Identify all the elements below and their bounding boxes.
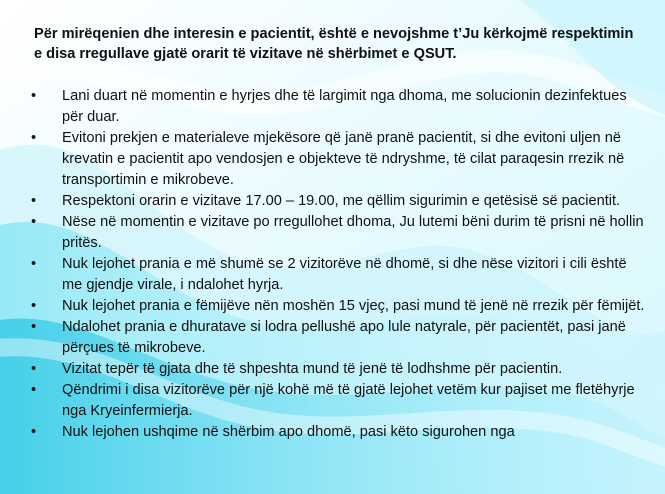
bullet-icon: • <box>31 255 37 272</box>
rules-list <box>28 86 648 443</box>
rule-item <box>28 380 648 422</box>
rule-text: Respektoni orarin e vizitave 17.00 – 19.00, me qëllim sigurimin e qetësisë së pacientit. <box>62 192 621 209</box>
rule-text: Qëndrimi i disa vizitorëve për një kohë më të gjatë lejohet vetëm kur pajiset me fletëhyrje nga Kryeinfermierja. <box>62 382 635 420</box>
rule-item <box>28 422 648 443</box>
rule-item <box>28 86 648 128</box>
bullet-icon: • <box>31 297 37 314</box>
rule-text: Nuk lejohen ushqime në shërbim apo dhomë, pasi këto sigurohen nga <box>62 424 515 441</box>
intro-paragraph: Për mirëqenien dhe interesin e pacientit, është e nevojshme t’Ju kërkojmë respektimin e disa rregullave gjatë orarit të vizitave në shërbimet e QSUT. <box>34 26 634 62</box>
rule-text: Lani duart në momentin e hyrjes dhe të largimit nga dhoma, me solucionin dezinfektues për duar. <box>62 88 627 125</box>
rule-text: Nuk lejohet prania e fëmijëve nën moshën 15 vjeç, pasi mund të jenë në rrezik për fëmijët. <box>62 297 645 314</box>
rule-text: Vizitat tepër të gjata dhe të shpeshta mund të jenë të lodhshme për pacientin. <box>62 361 563 378</box>
rule-item <box>28 212 648 254</box>
bullet-icon: • <box>31 213 37 230</box>
bullet-icon: • <box>31 192 37 209</box>
rule-item <box>28 296 648 317</box>
rule-item <box>28 191 648 212</box>
rule-text: Ndalohet prania e dhuratave si lodra pellushë apo lule natyrale, për pacientët, pasi janë përçues të mikrobeve. <box>62 319 626 356</box>
rule-item <box>28 128 648 190</box>
rule-text: Nëse në momentin e vizitave po rregullohet dhoma, Ju lutemi bëni durim të prisni në hollin pritës. <box>62 213 644 251</box>
bullet-icon: • <box>31 88 37 104</box>
bullet-icon: • <box>31 319 37 336</box>
rule-item <box>28 359 648 380</box>
bullet-icon: • <box>31 382 37 399</box>
bullet-icon: • <box>31 361 37 378</box>
bullet-icon: • <box>31 129 37 146</box>
rule-text: Nuk lejohet prania e më shumë se 2 vizitorëve në dhomë, si dhe nëse vizitori i cili është me gjendje virale, i ndalohet hyrja. <box>62 255 627 293</box>
rule-item <box>28 317 648 359</box>
rule-text: Evitoni prekjen e materialeve mjekësore që janë pranë pacientit, si dhe evitoni uljen në krevatin e pacientit apo vendosjen e objekteve të ndryshme, të cilat paraqesin rrezik në transportimin e mikrobeve. <box>62 129 625 188</box>
rule-item <box>28 254 648 296</box>
bullet-icon: • <box>31 424 37 441</box>
